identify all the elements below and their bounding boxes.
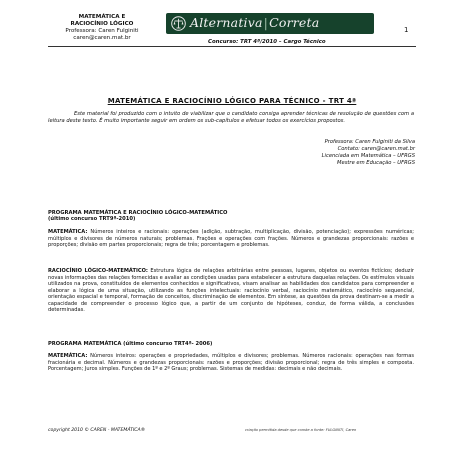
section2-matematica-text: Números inteiros: operações e propriedades, múltiplos e divisores; problemas. Números racionais: operações nas formas fracionária e decimal. Números e grandezas proporcionais: razões e proporções; divisão proporcional; regra de três simples e composta. Porcentagem; Juros simples. Funções de 1º e 2º Graus; problemas. Sistemas de medidas: decimais e não decimais. [48,353,414,372]
page-number: 1 [404,26,409,34]
section2-matematica-label: MATEMÁTICA: [48,353,88,359]
section1-heading: PROGRAMA MATEMÁTICA E RACIOCÍNIO LÓGICO-MATEMÁTICO [48,210,228,216]
section2-matematica-paragraph [48,353,414,373]
section1-raciocinio-text: Estrutura lógica de relações arbitrárias entre pessoas, lugares, objetos ou eventos fictícios; deduzir novas informações das relações fornecidas e avaliar as condições usadas para estabelecer a estrutura daquelas relações. Os estímulos visuais utilizados na prova, constituídos de elementos conhecidos e significativos, visam analisar as habilidades dos candidatos para compreender e elaborar a lógica de uma situação, utilizando as funções intelectuais: raciocínio verbal, raciocínio matemático, raciocínio sequencial, orientação espacial e temporal, formação de conceitos, discriminação de elementos. Em síntese, as questões da prova destinam-se a medir a capacidade de compreender o processo lógico que, a partir de um conjunto de hipóteses, conduz, de forma válida, a conclusões determinadas. [48,268,414,313]
section1-subheading: (último concurso TRT9ª-2010) [48,216,136,223]
signature-contact: Contato: caren@caren.mat.br [337,146,415,152]
header-divider [48,46,416,47]
section1-raciocinio-paragraph [48,268,414,314]
header-author-block [50,14,154,42]
alternativa-correta-logo [166,13,374,34]
document-title: MATEMÁTICA E RACIOCÍNIO LÓGICO PARA TÉCNICO - TRT 4ª [107,97,357,105]
signature-block [270,139,415,167]
intro-paragraph: Este material foi produzido com o intuito de viabilizar que o candidato consiga aprender técnicas de resolução de questões com a leitura deste texto. É muito importante seguir em ordem os sub-capítulos e efetuar todos os exercícios propostos. [48,111,414,124]
scale-logo-icon [171,16,186,31]
footer-attribution: criação permitida desde que conste a fonte: FULGINITI, Caren [245,428,357,432]
section1-heading-block [48,210,414,223]
header-email: caren@caren.mat.br [73,35,131,41]
concurso-value: TRT 4ª/2010 – Cargo Técnico [240,39,326,45]
header-subject-line2: RACIOCÍNIO LÓGICO [70,21,134,27]
footer-copyright: copyright 2010 © CAREN - MATEMÁTICA® [48,428,146,433]
section1-matematica-label: MATEMÁTICA: [48,229,88,235]
signature-name: Professora: Caren Fulginiti da Silva [324,139,415,145]
concurso-label: Concurso: [208,39,239,45]
header-teacher: Professora: Caren Fulginiti [65,28,139,34]
logo-word-correta: Correta [269,15,320,30]
logo-wordmark: Alternativa|Correta [190,15,320,30]
signature-masters: Mestre em Educação – UFRGS [337,160,415,166]
header-subject-line1: MATEMÁTICA E [78,14,126,20]
section1-matematica-text: Números inteiros e racionais: operações (adição, subtração, multiplicação, divisão, potenciação); expressões numéricas; múltiplos e divisores de números naturais; problemas. Frações e operações com frações. Números e grandezas proporcionais: razões e proporções; divisão em partes proporcionais; regra de três; porcentagem e problemas. [48,229,414,248]
section2-heading: PROGRAMA MATEMÁTICA (último concurso TRT4ª- 2006) [48,341,213,347]
section1-raciocinio-label: RACIOCÍNIO LÓGICO-MATEMÁTICO: [48,268,148,274]
signature-degree: Licenciada em Matemática – UFRGS [321,153,415,159]
concurso-line [208,39,326,45]
logo-word-alternativa: Alternativa [190,15,263,30]
section1-matematica-paragraph [48,229,414,249]
